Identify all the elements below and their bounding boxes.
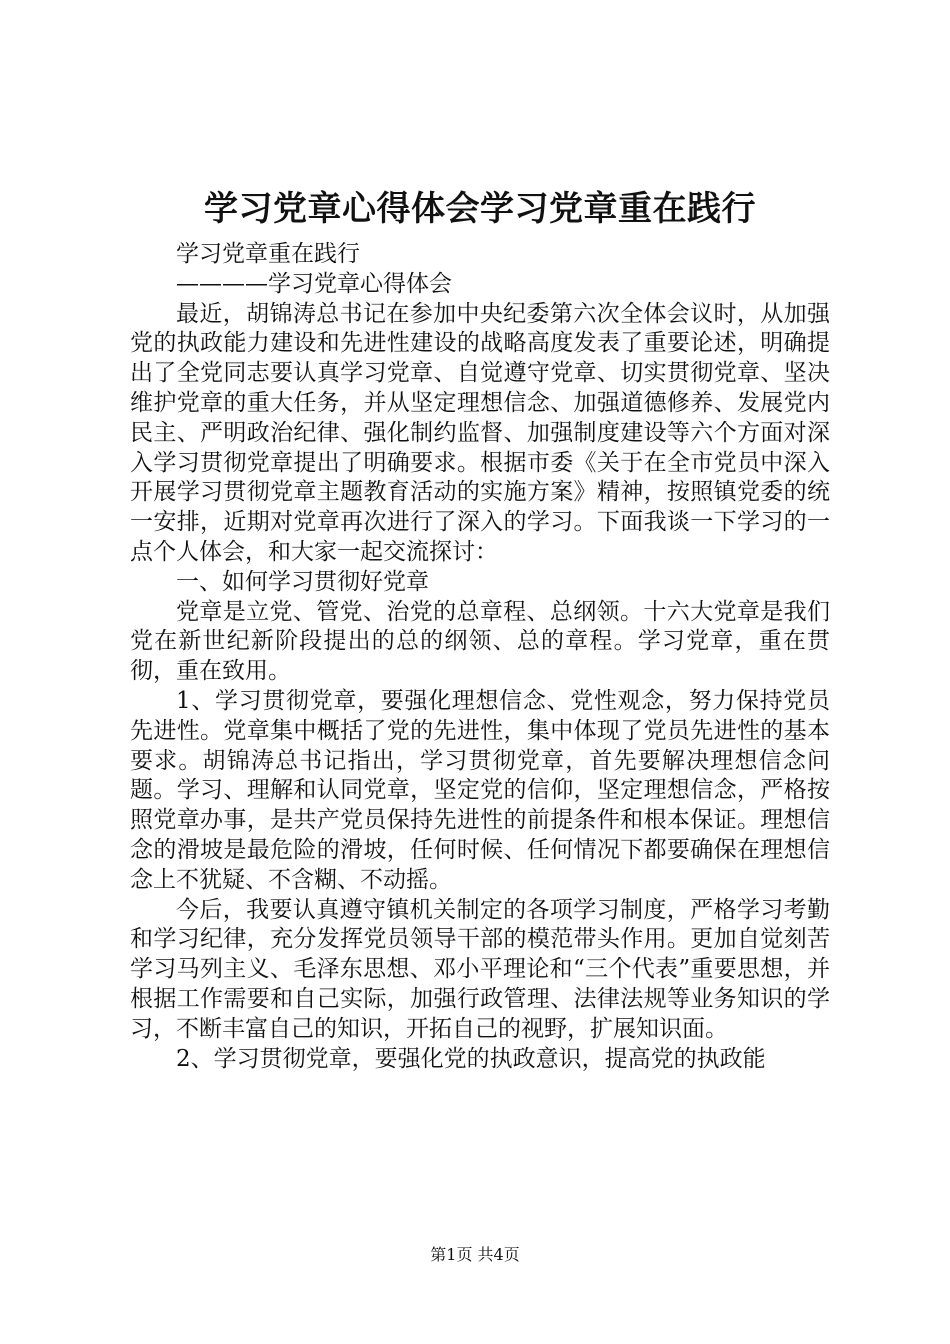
body-paragraph: 党章是立党、管党、治党的总章程、总纲领。十六大党章是我们党在新世纪新阶段提出的总的纲领、总的章程。学习党章，重在贯彻，重在致用。 (130, 598, 830, 685)
section-heading: 一、如何学习贯彻好党章 (176, 568, 429, 595)
subtitle-dash-paragraph: ————学习党章心得体会 (176, 270, 452, 297)
intro-paragraph: 最近，胡锦涛总书记在参加中央纪委第六次全体会议时，从加强党的执政能力建设和先进性建设的战略高度发表了重要论述，明确提出了全党同志要认真学习党章、自觉遵守党章、切实贯彻党章、坚决维护党章的重大任务，并从坚定理想信念、加强道德修养、发展党内民主、严明政治纪律、强化制约监督、加强制度建设等六个方面对深入学习贯彻党章提出了明确要求。根据市委《关于在全市党员中深入开展学习贯彻党章主题教育活动的实施方案》精神，按照镇党委的统一安排，近期对党章再次进行了深入的学习。下面我谈一下学习的一点个人体会，和大家一起交流探讨： (130, 300, 830, 565)
document-title: 学习党章心得体会学习党章重在践行 (204, 189, 756, 229)
page-number-footer: 第1页 共4页 (430, 1245, 520, 1264)
body-paragraph: 1、学习贯彻党章，要强化理想信念、党性观念，努力保持党员先进性。党章集中概括了党的先进性，集中体现了党员先进性的基本要求。胡锦涛总书记指出，学习贯彻党章，首先要解决理想信念问题。学习、理解和认同党章，坚定党的信仰，坚定理想信念，严格按照党章办事，是共产党员保持先进性的前提条件和根本保证。理想信念的滑坡是最危险的滑坡，任何时候、任何情况下都要确保在理想信念上不犹疑、不含糊、不动摇。 (130, 687, 830, 893)
subtitle-paragraph: 学习党章重在践行 (176, 241, 360, 267)
document-page (130, 182, 830, 1074)
body-paragraph: 今后，我要认真遵守镇机关制定的各项学习制度，严格学习考勤和学习纪律，充分发挥党员领导干部的模范带头作用。更加自觉刻苦学习马列主义、毛泽东思想、邓小平理论和“三个代表”重要思想，并根据工作需要和自己实际，加强行政管理、法律法规等业务知识的学习，不断丰富自己的知识，开拓自己的视野，扩展知识面。 (130, 896, 830, 1042)
body-paragraph: 2、学习贯彻党章，要强化党的执政意识，提高党的执政能 (176, 1045, 766, 1072)
